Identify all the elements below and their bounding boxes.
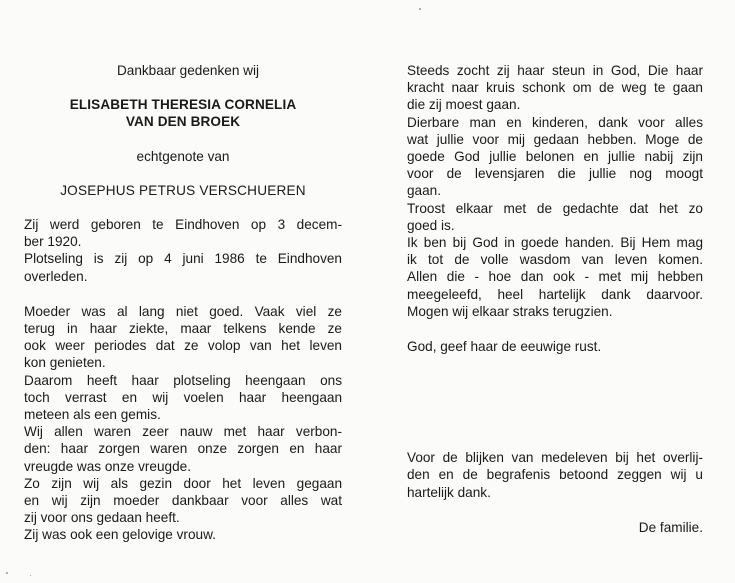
life-paragraph xyxy=(24,303,342,544)
birth-death-paragraph xyxy=(24,216,342,285)
text-line: den en de begrafenis betoond zeggen wij u xyxy=(407,467,703,483)
faith-paragraph xyxy=(407,62,703,320)
text-line: goed is. xyxy=(407,217,455,233)
text-line: Troost elkaar met de gedachte dat het zo xyxy=(407,200,703,216)
text-line: kon genieten. xyxy=(24,355,106,371)
text-line: Allen die - hoe dan ook - met mij hebben xyxy=(407,269,703,285)
text-line: Dierbare man en kinderen, dank voor alles xyxy=(407,114,703,130)
text-line: Moeder was al lang niet goed. Vaak viel ze xyxy=(24,303,342,319)
text-line: Voor de blijken van medeleven bij het overlij- xyxy=(407,450,703,466)
text-line: meegeleefd, heel hartelijk dank daarvoor. xyxy=(407,286,703,302)
text-line: Ik ben bij God in goede handen. Bij Hem mag xyxy=(407,235,703,251)
spouse-name: JOSEPHUS PETRUS VERSCHUEREN xyxy=(60,182,306,198)
text-line: Wij allen waren zeer nauw met haar verbon- xyxy=(24,424,342,440)
text-line: Zij was ook een gelovige vrouw. xyxy=(24,527,216,543)
right-column xyxy=(407,62,703,536)
paper-speck xyxy=(419,8,421,10)
text-line: Steeds zocht zij haar steun in God, Die haar xyxy=(407,63,703,78)
text-line: overleden. xyxy=(24,268,88,284)
text-line: meteen als een gemis. xyxy=(24,407,161,423)
text-line: hartelijk dank. xyxy=(407,484,491,500)
text-line: wat jullie voor mij gedaan hebben. Moge de xyxy=(407,131,703,147)
spouse-label: echtgenote van xyxy=(136,148,230,164)
text-line: Mogen wij elkaar straks terugzien. xyxy=(407,303,613,319)
paper-speck xyxy=(6,572,8,574)
prayer-line: God, geef haar de eeuwige rust. xyxy=(407,339,602,355)
text-line: Plotseling is zij op 4 juni 1986 te Eindhoven xyxy=(24,251,342,267)
text-line: kracht naar kruis schonk om de weg te gaan xyxy=(407,80,703,96)
text-line: die zij moest gaan. xyxy=(407,97,521,113)
text-line: gaan. xyxy=(407,183,442,199)
text-line: terug in haar ziekte, maar telkens kende ze xyxy=(24,321,342,337)
text-line: ik tot de volle wasdom van leven komen. xyxy=(407,252,703,268)
text-line: vreugde was onze vreugde. xyxy=(24,458,192,474)
deceased-name-line1: ELISABETH THERESIA CORNELIA xyxy=(69,97,297,113)
text-line: toch verrast en wij voelen haar heengaan xyxy=(24,389,342,405)
opening-line: Dankbaar gedenken wij xyxy=(116,63,260,78)
text-line: Zij werd geboren te Eindhoven op 3 decem- xyxy=(24,217,342,233)
text-line: Daarom heeft haar plotseling heengaan ons xyxy=(24,372,342,388)
text-line: ook weer periodes dat ze volop van het leven xyxy=(24,338,342,354)
text-line: den: haar zorgen waren onze zorgen en haar xyxy=(24,441,342,457)
text-line: Zo zijn wij als gezin door het leven gegaan xyxy=(24,475,342,491)
signature: De familie. xyxy=(638,519,703,535)
thanks-paragraph xyxy=(407,449,703,501)
paper-speck xyxy=(30,575,31,576)
text-line: voor de levensjaren die jullie nog moogt xyxy=(407,166,703,182)
left-column xyxy=(24,62,342,544)
text-line: ber 1920. xyxy=(24,234,82,250)
text-line: en wij zijn moeder dankbaar voor alles wat xyxy=(24,493,342,509)
text-line: goede God jullie belonen en jullie nabij zijn xyxy=(407,149,703,165)
text-line: zij voor ons gedaan heeft. xyxy=(24,510,180,526)
deceased-name-line2: VAN DEN BROEK xyxy=(125,114,241,130)
